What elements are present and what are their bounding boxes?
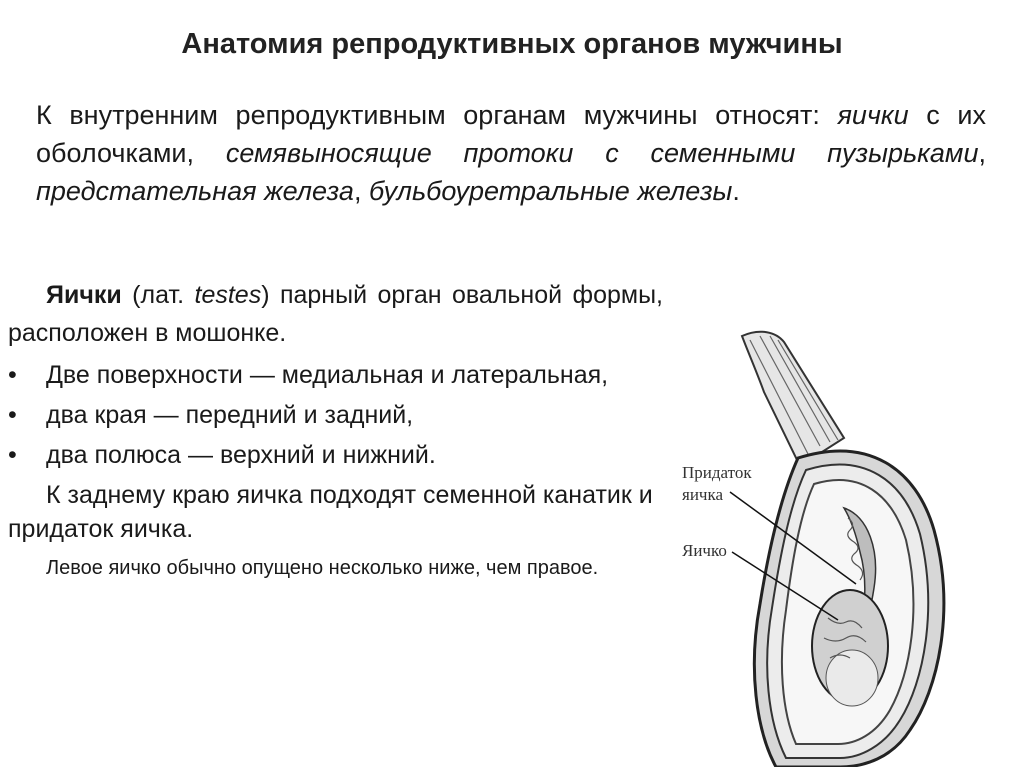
bullet-item: [8, 398, 663, 432]
bullet-text: Две поверхности — медиальная и латеральная,: [46, 361, 609, 389]
slide-title: Анатомия репродуктивных органов мужчины: [181, 28, 843, 60]
testis-illustration: [668, 318, 998, 767]
intro-term-prostate: предстательная железа: [36, 176, 354, 206]
bullet-text: два края — передний и задний,: [46, 401, 414, 429]
testis-lower-pole: [826, 650, 878, 706]
bullet-item: [8, 438, 663, 472]
intro-text-4: ,: [353, 176, 369, 206]
bullet-text: два полюса — верхний и нижний.: [46, 441, 436, 469]
bullet-symbol: •: [8, 441, 17, 469]
testes-description: [8, 276, 663, 584]
label-epididymis-line2: яичка: [682, 485, 724, 504]
label-epididymis-line1: Придаток: [682, 463, 752, 482]
left-testis-note: [8, 552, 663, 584]
posterior-edge-paragraph: [8, 478, 663, 546]
intro-term-vas-deferens: семявыносящие протоки с семенными пузырьками: [225, 138, 979, 168]
bullet-symbol: •: [8, 401, 17, 429]
intro-term-bulbourethral: бульбоуретральные железы: [368, 176, 733, 206]
bullet-symbol: •: [8, 361, 17, 389]
left-testis-text: Левое яичко обычно опущено несколько ниже, чем правое.: [46, 557, 599, 579]
testes-pre: (лат.: [121, 281, 195, 309]
intro-text-3: ,: [978, 138, 986, 168]
spermatic-cord: [742, 332, 844, 466]
intro-text-2: с их оболочками,: [36, 100, 986, 168]
testes-definition: [8, 276, 663, 352]
label-testis: Яичко: [682, 541, 727, 560]
intro-paragraph: [36, 96, 986, 210]
bullet-item: [8, 358, 663, 392]
testes-latin: testes: [194, 281, 262, 309]
posterior-edge-text: К заднему краю яичка подходят семенной канатик и придаток яичка.: [8, 481, 653, 543]
testes-post: ) парный орган овальной формы, расположен в мошонке.: [8, 281, 663, 347]
intro-text-1: К внутренним репродуктивным органам мужчины относят:: [36, 100, 838, 130]
testes-term: Яички: [46, 281, 122, 309]
intro-text-5: .: [732, 176, 740, 206]
intro-term-testes: яички: [837, 100, 909, 130]
